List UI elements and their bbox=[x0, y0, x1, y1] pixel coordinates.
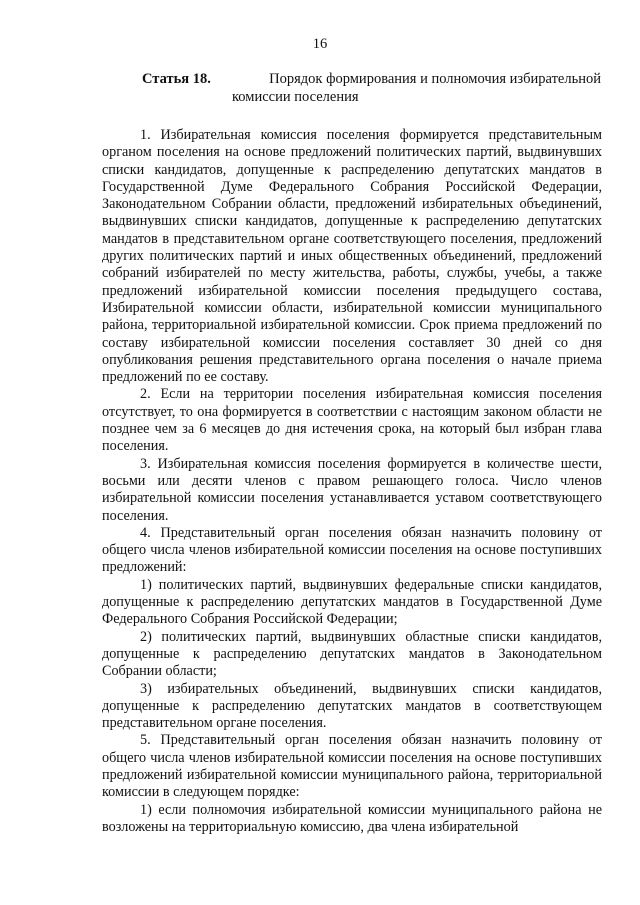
article-label: Статья 18. bbox=[142, 71, 211, 87]
paragraph-2: 2. Если на территории поселения избирательная комиссия поселения отсутствует, то она формируется в соответствии с настоящим законом области не позднее чем за 6 месяцев до дня истечения срока, на который был избран глава поселения. bbox=[102, 386, 602, 455]
paragraph-1: 1. Избирательная комиссия поселения формируется представительным органом поселения на основе предложений политических партий, выдвинувших списки кандидатов, допущенные к распределению депутатских мандатов в Государственной Думе Федерального Собрания Российской Федерации, Законодательном Собрании области, предложений избирательных объединений, выдвинувших списки кандидатов, допущенные к распределению депутатских мандатов в представительном органе соответствующего поселения, предложений других политических партий и иных общественных объединений, предложений собраний избирателей по месту жительства, работы, службы, учебы, а также предложений избирательной комиссии поселения предыдущего состава, Избирательной комиссии области, избирательной комиссии муниципального района, территориальной избирательной комиссии. Срок приема предложений по составу избирательной комиссии поселения составляет 30 дней со дня опубликования решения представительного органа поселения о начале приема предложений по ее составу. bbox=[102, 127, 602, 386]
article-body bbox=[102, 127, 602, 836]
paragraph-4: 4. Представительный орган поселения обязан назначить половину от общего числа членов избирательной комиссии поселения на основе поступивших предложений: bbox=[102, 524, 602, 576]
paragraph-4-item-2: 2) политических партий, выдвинувших областные списки кандидатов, допущенные к распределению депутатских мандатов в Законодательном Собрании области; bbox=[102, 628, 602, 680]
paragraph-3: 3. Избирательная комиссия поселения формируется в количестве шести, восьми или десяти членов с правом решающего голоса. Число членов избирательной комиссии поселения устанавливается уставом соответствующего поселения. bbox=[102, 455, 602, 524]
paragraph-4-item-1: 1) политических партий, выдвинувших федеральные списки кандидатов, допущенные к распределению депутатских мандатов в Государственной Думе Федерального Собрания Российской Федерации; bbox=[102, 576, 602, 628]
article-title-line-1: Порядок формирования и полномочия избирательной bbox=[269, 71, 601, 87]
paragraph-5-item-1: 1) если полномочия избирательной комиссии муниципального района не возложены на территориальную комиссию, два члена избирательной bbox=[102, 801, 602, 835]
article-title-line-2: комиссии поселения bbox=[232, 89, 359, 105]
article-heading-line-1 bbox=[142, 70, 601, 88]
paragraph-5: 5. Представительный орган поселения обязан назначить половину от общего числа членов избирательной комиссии поселения на основе поступивших предложений избирательной комиссии муниципального района, территориальной комиссии в следующем порядке: bbox=[102, 732, 602, 801]
paragraph-4-item-3: 3) избирательных объединений, выдвинувших списки кандидатов, допущенные к распределению депутатских мандатов в соответствующем представительном органе поселения. bbox=[102, 680, 602, 732]
page-number: 16 bbox=[312, 36, 328, 52]
article-heading bbox=[142, 70, 601, 106]
